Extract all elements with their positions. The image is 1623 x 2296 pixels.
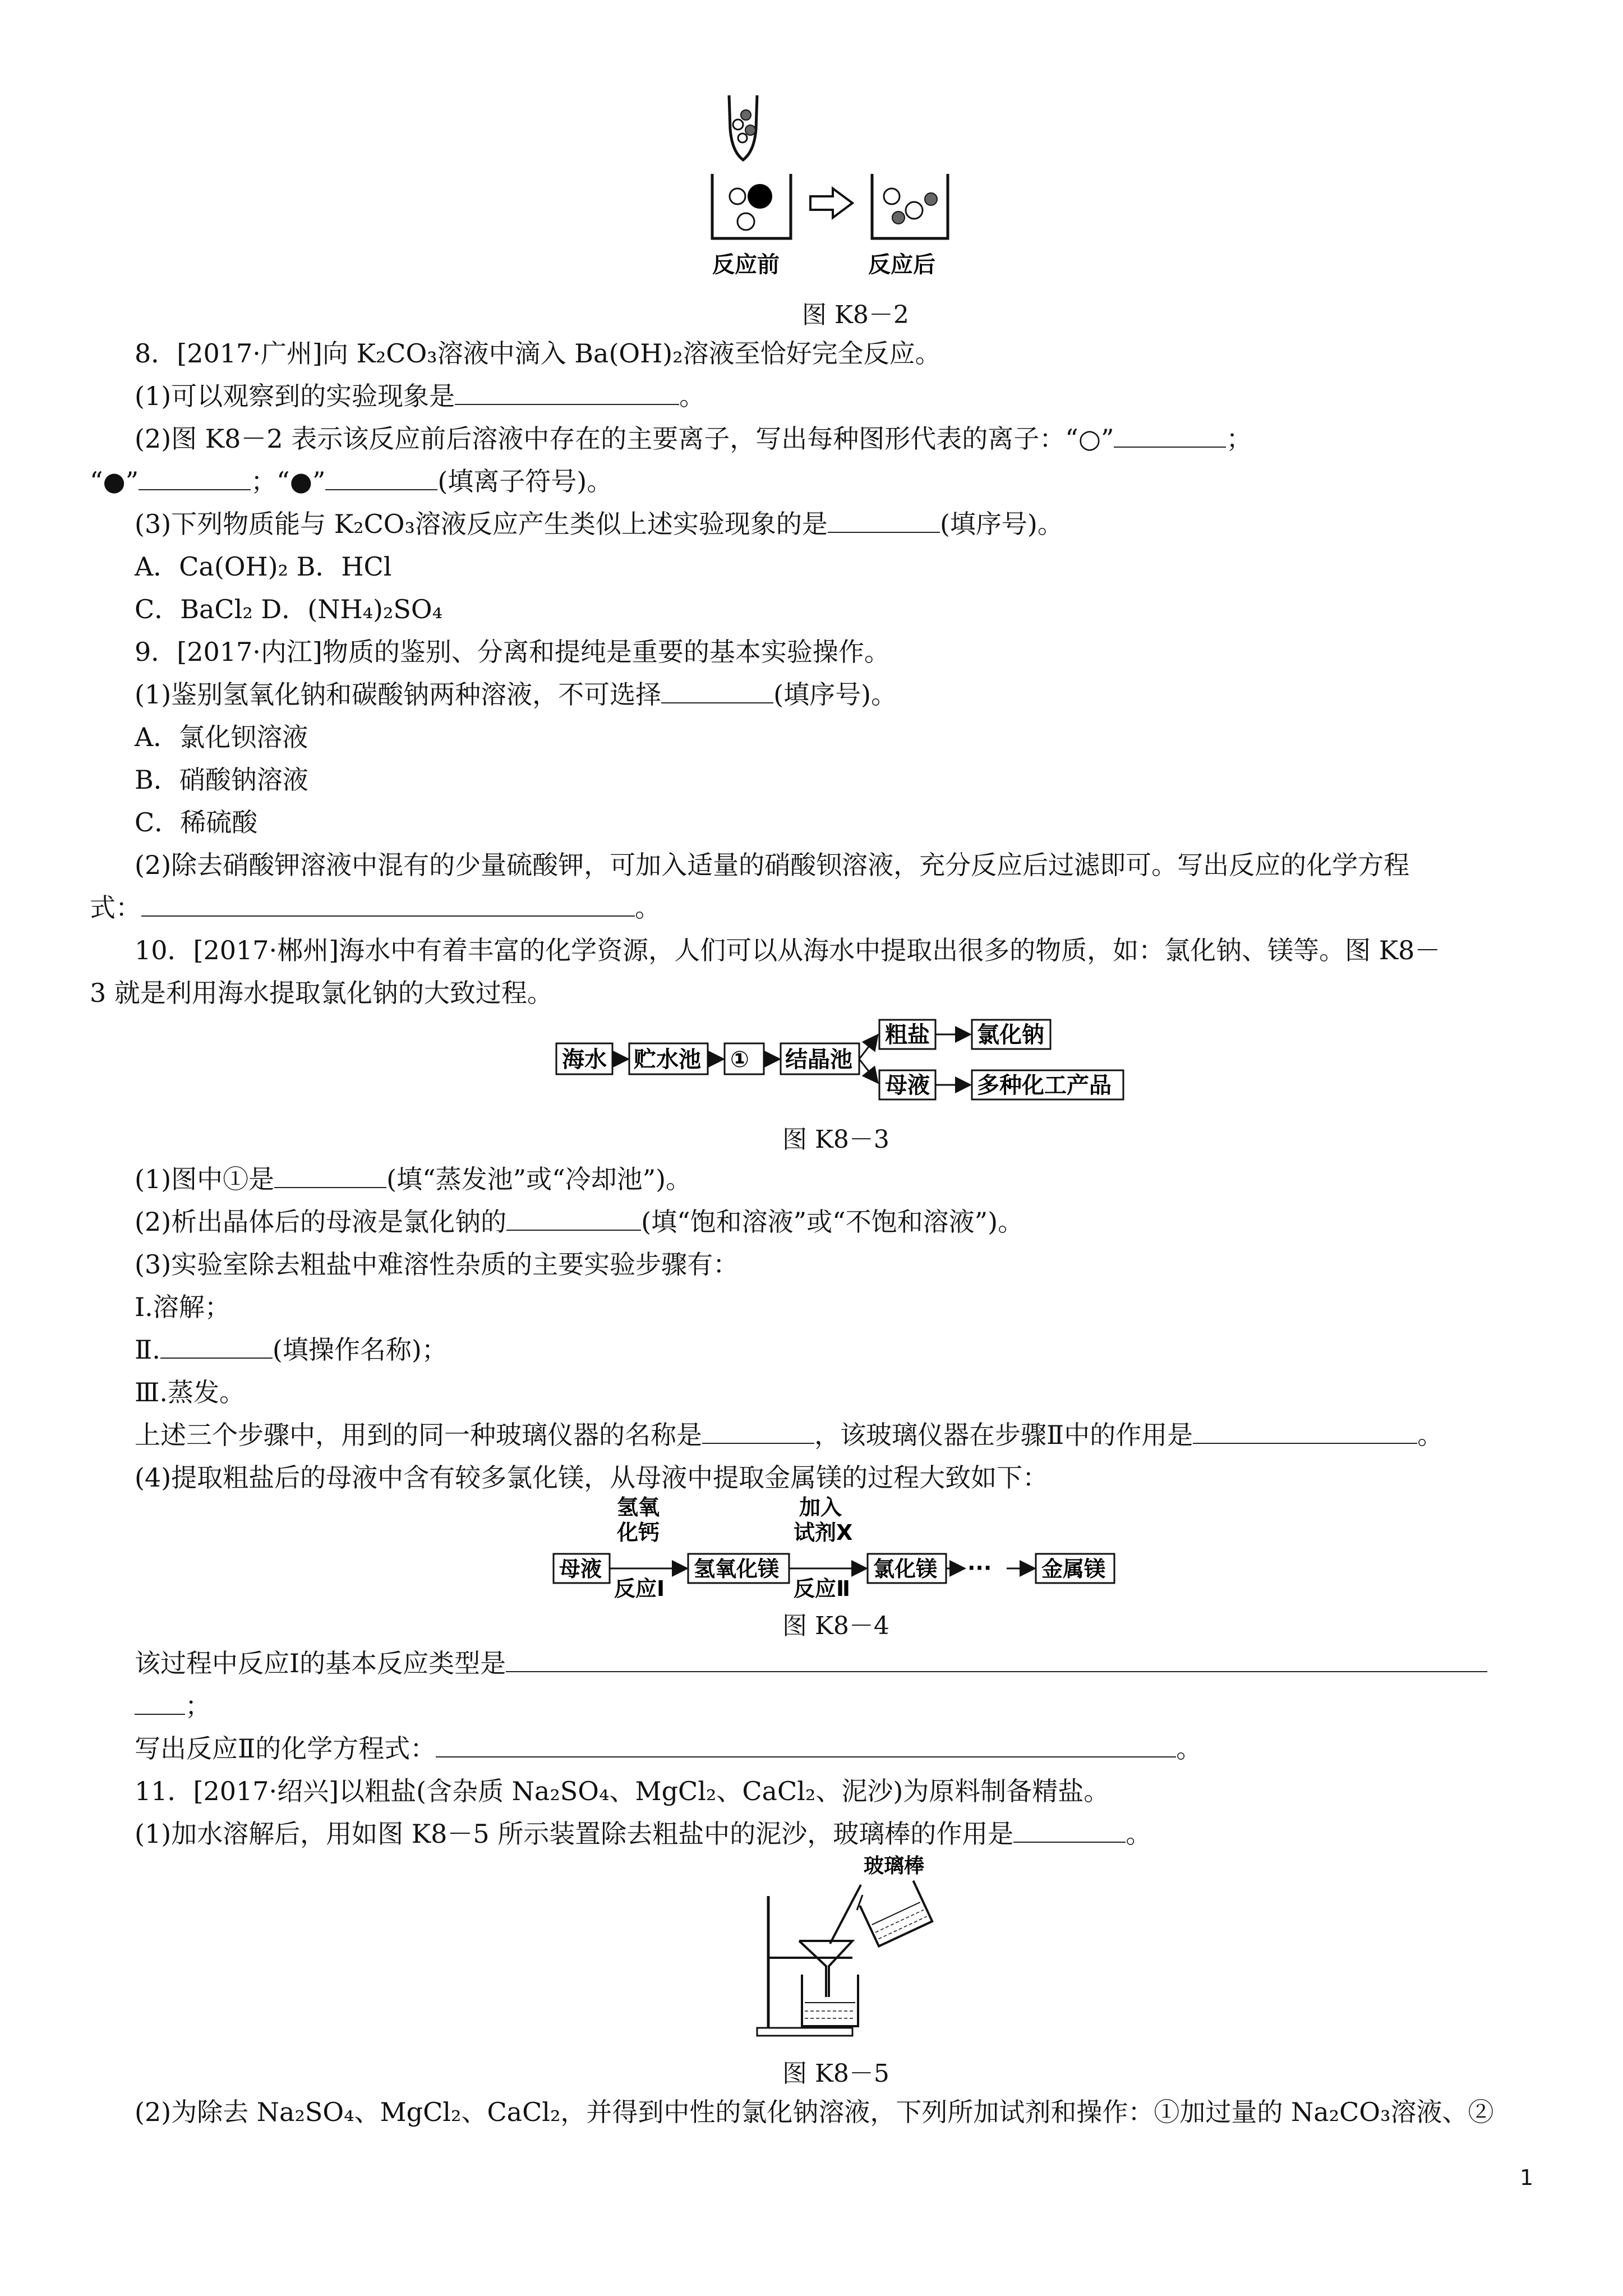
q10-part4c: 写出反应Ⅱ的化学方程式： 。 (135, 1733, 1202, 1764)
figure-k8-4 (552, 1492, 1124, 1604)
answer-blank[interactable] (139, 467, 251, 490)
q8-part3: (3)下列物质能与 K₂CO₃溶液反应产生类似上述实验现象的是 (填序号)。 (135, 509, 1063, 539)
reagent1-line2: 化钙 (617, 1520, 660, 1545)
ion-open-circle (733, 119, 743, 130)
q10-part2: (2)析出晶体后的母液是氯化钠的 (填“饱和溶液”或“不饱和溶液”)。 (135, 1207, 1024, 1237)
figure-k8-2 (690, 84, 970, 286)
figure-caption: 图 K8－5 (782, 2059, 889, 2088)
q10-part4: (4)提取粗盐后的母液中含有较多氯化镁，从母液中提取金属镁的过程大致如下： (135, 1462, 1049, 1493)
q10-part3: (3)实验室除去粗盐中难溶性杂质的主要实验步骤有： (135, 1249, 739, 1280)
figure-caption: 图 K8－2 (802, 301, 909, 329)
q10-part4b: 该过程中反应Ⅰ的基本反应类型是 (135, 1646, 1487, 1680)
q9-part1: (1)鉴别氢氧化钠和碳酸钠两种溶液，不可选择 (填序号)。 (135, 679, 897, 710)
box-chemical-products: 多种化工产品 (977, 1073, 1112, 1098)
answer-blank[interactable] (274, 1165, 386, 1188)
box-magnesium-hydroxide: 氢氧化镁 (694, 1557, 780, 1581)
answer-blank[interactable] (702, 1420, 814, 1444)
box-storage-pool: 贮水池 (634, 1047, 701, 1073)
figure-caption: 图 K8－3 (782, 1125, 889, 1154)
box-sodium-chloride: 氯化钠 (977, 1022, 1044, 1048)
q8-part2: (2)图 K8－2 表示该反应前后溶液中存在的主要离子，写出每种图形代表的离子：“○” ； (135, 424, 1252, 454)
q8-options-cd: C．BaCl₂ D．(NH₄)₂SO₄ (135, 594, 443, 624)
ellipsis: ··· (967, 1556, 992, 1580)
box-step1: ① (730, 1047, 749, 1073)
question-10-stem-cont: 3 就是利用海水提取氯化钠的大致过程。 (90, 978, 553, 1008)
question-9-stem: 9．[2017·内江]物质的鉴别、分离和提纯是重要的基本实验操作。 (135, 637, 890, 667)
q9-option-b: B．硝酸钠溶液 (135, 765, 308, 795)
ion-grey-dot (745, 125, 755, 135)
ion-open-circle (906, 202, 923, 219)
page-number: 1 (1520, 2165, 1534, 2190)
ion-open-circle (884, 188, 900, 204)
box-crystal-pool: 结晶池 (785, 1047, 852, 1073)
answer-blank[interactable] (1114, 424, 1226, 448)
ion-open-circle (730, 188, 745, 204)
answer-blank[interactable] (325, 467, 437, 490)
q9-option-a: A．氯化钡溶液 (135, 722, 308, 752)
ion-grey-dot (892, 211, 905, 224)
box-magnesium-chloride: 氯化镁 (873, 1557, 938, 1581)
label-before: 反应前 (712, 252, 780, 278)
answer-blank[interactable] (1193, 1420, 1417, 1444)
answer-blank[interactable] (141, 893, 635, 917)
q10-step2: Ⅱ. (填操作名称)； (135, 1335, 448, 1365)
answer-blank[interactable] (506, 1207, 641, 1231)
box-mother-liquor: 母液 (559, 1557, 602, 1581)
answer-blank[interactable] (135, 1691, 185, 1715)
q9-option-c: C．稀硫酸 (135, 807, 258, 838)
answer-blank[interactable] (1013, 1819, 1126, 1843)
q9-part2: (2)除去硝酸钾溶液中混有的少量硫酸钾，可加入适量的硝酸钡溶液，充分反应后过滤即可。写出反应的化学方程 (135, 850, 1410, 880)
q8-part1: (1)可以观察到的实验现象是 。 (135, 381, 706, 411)
question-11-stem: 11．[2017·绍兴]以粗盐(含杂质 Na₂SO₄、MgCl₂、CaCl₂、泥沙)为原料制备精盐。 (135, 1776, 1110, 1806)
q8-part2b: “●” ；“●” (填离子符号)。 (90, 466, 613, 496)
answer-blank[interactable] (436, 1734, 1176, 1757)
answer-blank[interactable] (828, 509, 940, 533)
figure-k8-5 (746, 1851, 959, 2047)
q8-options-ab: A．Ca(OH)₂ B．HCl (135, 551, 392, 582)
ion-grey-dot (741, 110, 751, 120)
label-after: 反应后 (868, 252, 935, 278)
figure-k8-3 (555, 1010, 1133, 1116)
answer-blank[interactable] (455, 381, 679, 405)
reaction1-label: 反应Ⅰ (614, 1576, 665, 1601)
q11-part2: (2)为除去 Na₂SO₄、MgCl₂、CaCl₂，并得到中性的氯化钠溶液，下列所加试剂和操作：①加过量的 Na₂CO₃溶液、② (135, 2097, 1494, 2127)
question-10-stem: 10．[2017·郴州]海水中有着丰富的化学资源，人们可以从海水中提取出很多的物质，如：氯化钠、镁等。图 K8－ (135, 935, 1441, 965)
box-magnesium-metal: 金属镁 (1041, 1557, 1106, 1581)
answer-blank[interactable] (506, 1649, 1487, 1672)
q10-part4b-cont: ； (135, 1689, 211, 1723)
q11-part1: (1)加水溶解后，用如图 K8－5 所示装置除去粗盐中的泥沙，玻璃棒的作用是 。 (135, 1819, 1152, 1849)
answer-blank[interactable] (160, 1335, 273, 1359)
ion-black-dot (748, 184, 772, 209)
ion-grey-dot (925, 193, 937, 205)
reagent2-line2: 试剂X (794, 1520, 853, 1545)
q10-part1: (1)图中①是 (填“蒸发池”或“冷却池”)。 (135, 1164, 692, 1194)
box-mother-liquor: 母液 (885, 1073, 930, 1098)
reagent2-line1: 加入 (799, 1495, 842, 1520)
box-seawater: 海水 (562, 1047, 607, 1073)
ion-open-circle (737, 213, 754, 230)
box-crude-salt: 粗盐 (885, 1022, 930, 1048)
glass-rod-label: 玻璃棒 (864, 1855, 925, 1878)
ion-open-circle (738, 134, 747, 142)
reaction2-label: 反应Ⅱ (794, 1576, 851, 1601)
answer-blank[interactable] (661, 680, 773, 703)
figure-caption: 图 K8－4 (782, 1612, 889, 1640)
q9-part2b: 式： 。 (90, 892, 661, 923)
q10-step1: Ⅰ.溶解； (135, 1292, 230, 1322)
q10-part3b: 上述三个步骤中，用到的同一种玻璃仪器的名称是 ，该玻璃仪器在步骤Ⅱ中的作用是 。 (135, 1420, 1444, 1450)
q10-step3: Ⅲ.蒸发。 (135, 1377, 245, 1407)
reagent1-line1: 氢氧 (617, 1495, 660, 1520)
question-8-stem: 8．[2017·广州]向 K₂CO₃溶液中滴入 Ba(OH)₂溶液至恰好完全反应。 (135, 338, 941, 369)
